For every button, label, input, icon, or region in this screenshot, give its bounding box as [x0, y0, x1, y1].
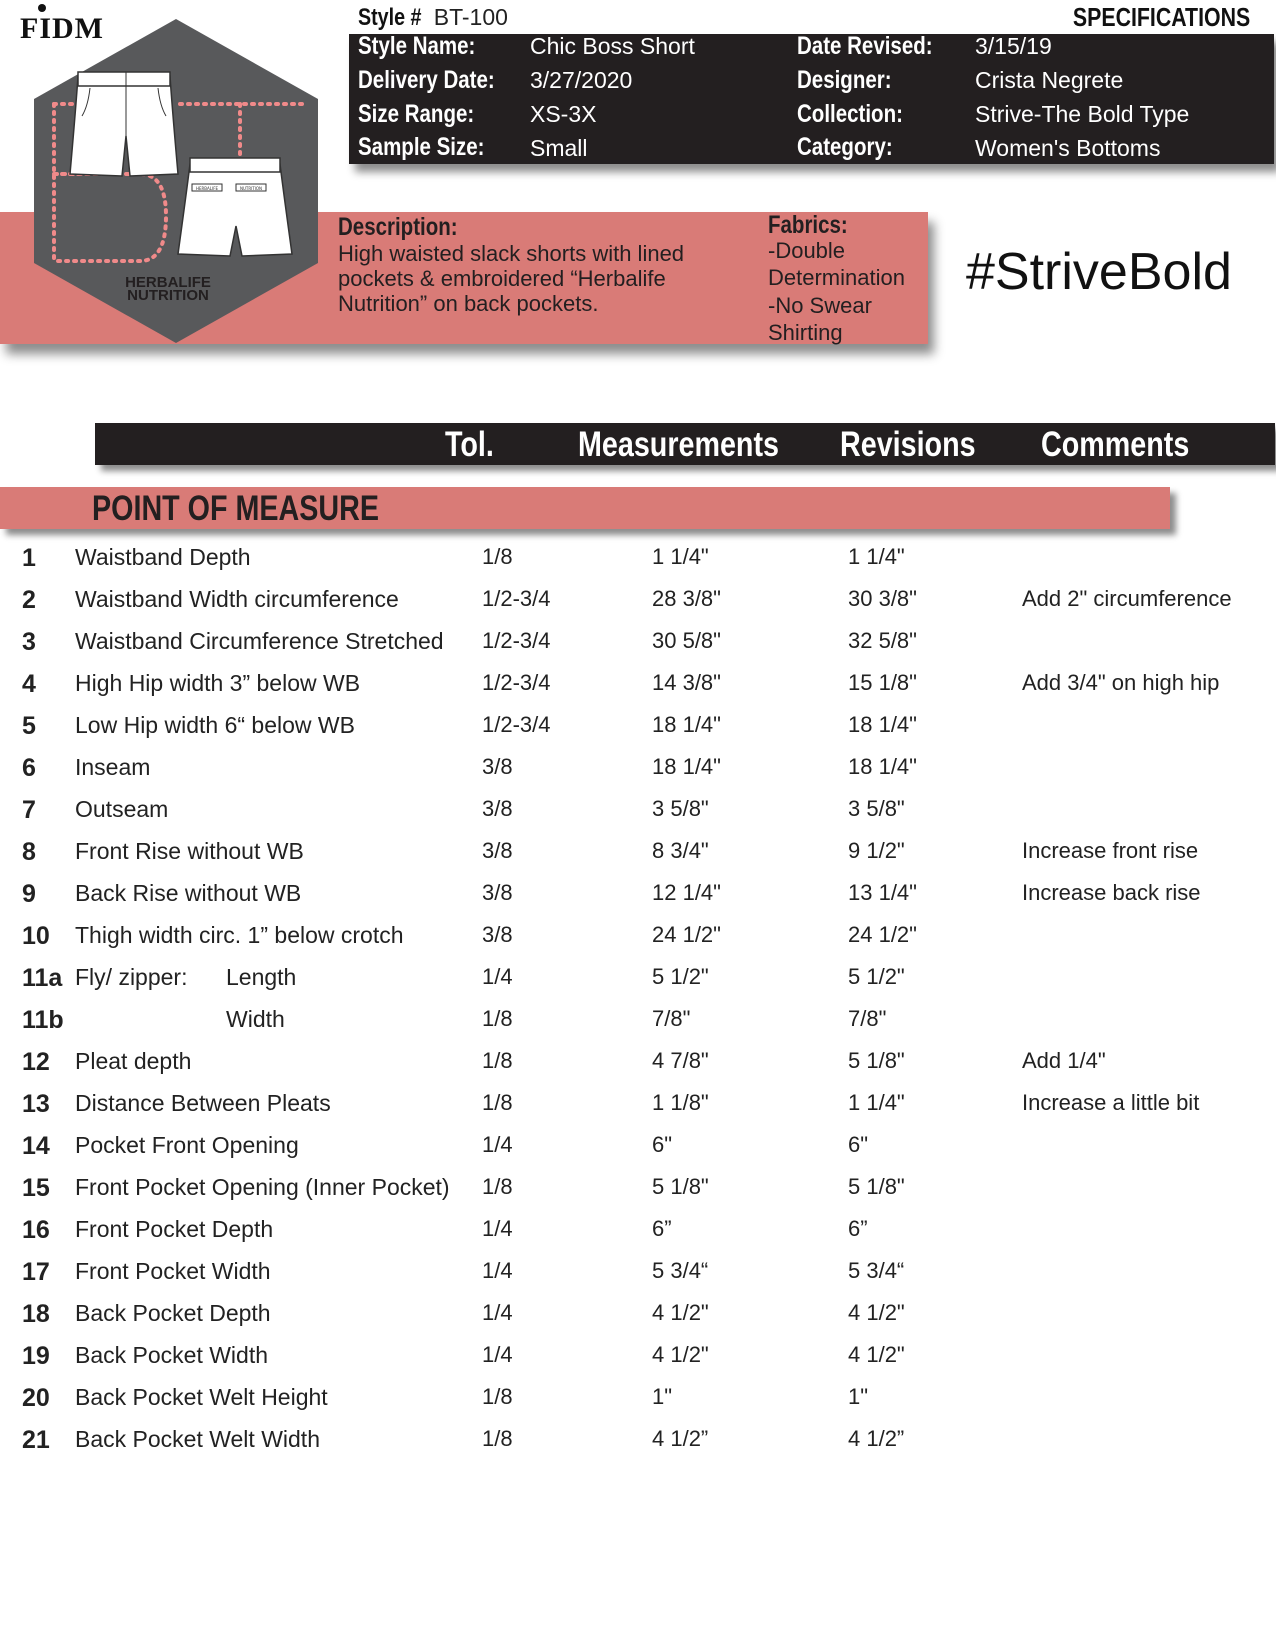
row-revision: 1 1/4" [848, 544, 905, 569]
row-name: Back Pocket Width [75, 1342, 269, 1368]
row-name: Front Pocket Depth [75, 1216, 274, 1242]
style-name-label: Style Name: [358, 32, 476, 60]
table-row [0, 624, 1276, 666]
row-tolerance: 3/8 [482, 922, 513, 947]
row-revision: 4 1/2" [848, 1342, 905, 1367]
row-tolerance: 3/8 [482, 880, 513, 905]
collection-value: Strive-The Bold Type [975, 101, 1190, 127]
size-range-value: XS-3X [530, 101, 597, 127]
row-tolerance: 1/4 [482, 1216, 513, 1241]
table-row [0, 582, 1276, 624]
table-row [0, 1422, 1276, 1464]
row-measurement: 6" [652, 1132, 673, 1157]
size-range-label: Size Range: [358, 100, 475, 128]
description-text: High waisted slack shorts with lined pockets & embroidered “Herbalife Nutrition” on back pockets. [338, 241, 685, 316]
row-number: 14 [22, 1132, 50, 1160]
row-name: Thigh width circ. 1” below crotch [75, 922, 404, 948]
row-number: 20 [22, 1384, 50, 1412]
row-measurement: 14 3/8" [652, 670, 721, 695]
description-title: Description: [338, 213, 458, 241]
brand-line-2: NUTRITION [127, 287, 209, 304]
style-info-box [349, 34, 1274, 164]
row-name: Waistband Depth [75, 544, 251, 570]
row-name: Pocket Front Opening [75, 1132, 299, 1158]
table-row [0, 1380, 1276, 1422]
row-measurement: 5 1/8" [652, 1174, 709, 1199]
row-tolerance: 1/8 [482, 1174, 513, 1199]
style-number-label: Style # [358, 4, 422, 31]
style-number-line [358, 4, 508, 32]
style-number-value: BT-100 [433, 4, 508, 30]
row-number: 16 [22, 1216, 50, 1244]
row-number: 10 [22, 922, 50, 950]
table-row [0, 834, 1276, 876]
row-revision: 1 1/4" [848, 1090, 905, 1115]
row-measurement: 28 3/8" [652, 586, 721, 611]
row-tolerance: 1/8 [482, 1426, 513, 1451]
row-revision: 5 1/2" [848, 964, 905, 989]
row-measurement: 1" [652, 1384, 673, 1409]
row-tolerance: 3/8 [482, 796, 513, 821]
row-tolerance: 1/8 [482, 1048, 513, 1073]
row-number: 1 [22, 544, 36, 572]
designer-value: Crista Negrete [975, 67, 1124, 93]
row-revision: 4 1/2” [848, 1426, 905, 1451]
specifications-title: SPECIFICATIONS [1072, 2, 1250, 32]
style-name-value: Chic Boss Short [530, 33, 695, 59]
row-comment: Increase a little bit [1022, 1090, 1200, 1115]
row-tolerance: 1/2-3/4 [482, 586, 551, 611]
row-measurement: 1 1/8" [652, 1090, 709, 1115]
row-name: Pleat depth [75, 1048, 192, 1074]
table-row [0, 960, 1276, 1002]
row-name: Front Rise without WB [75, 838, 304, 864]
row-number: 21 [22, 1426, 50, 1454]
row-number: 4 [22, 670, 36, 698]
row-name: Back Pocket Welt Width [75, 1426, 320, 1452]
row-revision: 15 1/8" [848, 670, 917, 695]
row-name: Waistband Width circumference [75, 586, 399, 612]
category-label: Category: [797, 133, 893, 161]
row-name: Low Hip width 6“ below WB [75, 712, 355, 738]
table-row [0, 918, 1276, 960]
sample-size-label: Sample Size: [358, 133, 485, 161]
table-row [0, 1212, 1276, 1254]
row-tolerance: 1/2-3/4 [482, 670, 551, 695]
row-revision: 30 3/8" [848, 586, 917, 611]
row-tolerance: 1/4 [482, 1300, 513, 1325]
collection-label: Collection: [797, 100, 903, 128]
row-name: Front Pocket Opening (Inner Pocket) [75, 1174, 450, 1200]
row-comment: Add 1/4" [1022, 1048, 1106, 1073]
row-revision: 1" [848, 1384, 869, 1409]
fabric-line: Shirting [768, 320, 843, 345]
row-tolerance: 3/8 [482, 838, 513, 863]
col-header-comments: Comments [1041, 425, 1190, 464]
row-number: 8 [22, 838, 36, 866]
row-measurement: 4 1/2" [652, 1342, 709, 1367]
row-revision: 18 1/4" [848, 712, 917, 737]
table-row [0, 540, 1276, 582]
row-measurement: 18 1/4" [652, 754, 721, 779]
row-comment: Increase front rise [1022, 838, 1199, 863]
row-revision: 7/8" [848, 1006, 887, 1031]
row-measurement: 18 1/4" [652, 712, 721, 737]
designer-label: Designer: [797, 66, 892, 94]
row-name: High Hip width 3” below WB [75, 670, 361, 696]
table-row [0, 750, 1276, 792]
row-measurement: 24 1/2" [652, 922, 721, 947]
row-number: 7 [22, 796, 36, 824]
table-row [0, 1254, 1276, 1296]
row-name: Distance Between Pleats [75, 1090, 331, 1116]
point-of-measure-bar [0, 487, 1170, 529]
row-name: Back Pocket Welt Height [75, 1384, 328, 1410]
row-revision: 6" [848, 1132, 869, 1157]
row-revision: 32 5/8" [848, 628, 917, 653]
row-name: Back Rise without WB [75, 880, 302, 906]
table-header-bar [95, 423, 1275, 465]
table-row [0, 708, 1276, 750]
front-shorts-sketch [70, 72, 178, 176]
row-revision: 13 1/4" [848, 880, 917, 905]
row-measurement: 4 1/2” [652, 1426, 709, 1451]
row-name: Outseam [75, 796, 169, 822]
row-tolerance: 1/8 [482, 1384, 513, 1409]
back-pocket-label-left: HERBALIFE [195, 186, 219, 191]
row-measurement: 12 1/4" [652, 880, 721, 905]
fabric-line: -No Swear [768, 293, 872, 318]
table-row [0, 1338, 1276, 1380]
row-tolerance: 1/4 [482, 1342, 513, 1367]
row-tolerance: 1/4 [482, 1258, 513, 1283]
row-measurement: 30 5/8" [652, 628, 721, 653]
fabrics-title: Fabrics: [768, 211, 848, 239]
garment-sketch-hexagon [30, 16, 322, 346]
row-tolerance: 1/4 [482, 1132, 513, 1157]
row-measurement: 4 1/2" [652, 1300, 709, 1325]
row-tolerance: 1/8 [482, 544, 513, 569]
row-tolerance: 1/8 [482, 1006, 513, 1031]
row-revision: 4 1/2" [848, 1300, 905, 1325]
table-row [0, 876, 1276, 918]
row-number: 17 [22, 1258, 50, 1286]
fabric-line: Determination [768, 265, 905, 290]
row-measurement: 6” [652, 1216, 672, 1241]
delivery-date-value: 3/27/2020 [530, 67, 633, 93]
col-header-revisions: Revisions [840, 425, 976, 464]
row-comment: Increase back rise [1022, 880, 1201, 905]
row-number: 12 [22, 1048, 50, 1076]
row-revision: 18 1/4" [848, 754, 917, 779]
row-number: 6 [22, 754, 36, 782]
table-row [0, 1086, 1276, 1128]
row-number: 18 [22, 1300, 50, 1328]
table-row [0, 1296, 1276, 1338]
row-measurement: 5 3/4“ [652, 1258, 709, 1283]
row-tolerance: 1/8 [482, 1090, 513, 1115]
row-revision: 5 3/4“ [848, 1258, 905, 1283]
row-number: 2 [22, 586, 36, 614]
row-revision: 3 5/8" [848, 796, 905, 821]
row-revision: 5 1/8" [848, 1048, 905, 1073]
row-number: 19 [22, 1342, 50, 1370]
col-header-tol: Tol. [445, 425, 494, 464]
sample-size-value: Small [530, 135, 588, 161]
table-row [0, 666, 1276, 708]
table-row [0, 1128, 1276, 1170]
row-number: 3 [22, 628, 36, 656]
row-subname: Width [226, 1006, 285, 1032]
row-tolerance: 1/4 [482, 964, 513, 989]
row-tolerance: 1/2-3/4 [482, 628, 551, 653]
delivery-date-label: Delivery Date: [358, 66, 495, 94]
table-row [0, 792, 1276, 834]
row-measurement: 4 7/8" [652, 1048, 709, 1073]
row-number: 9 [22, 880, 36, 908]
row-number: 15 [22, 1174, 50, 1202]
row-number: 5 [22, 712, 36, 740]
table-row [0, 1044, 1276, 1086]
date-revised-label: Date Revised: [797, 32, 933, 60]
row-number: 11a [22, 964, 63, 992]
row-measurement: 8 3/4" [652, 838, 709, 863]
row-number: 11b [22, 1006, 64, 1034]
row-number: 13 [22, 1090, 50, 1118]
fabric-line: -Double [768, 238, 846, 263]
row-name: Fly/ zipper: [75, 964, 188, 990]
row-measurement: 5 1/2" [652, 964, 709, 989]
row-comment: Add 3/4" on high hip [1022, 670, 1220, 695]
row-tolerance: 1/2-3/4 [482, 712, 551, 737]
row-tolerance: 3/8 [482, 754, 513, 779]
row-name: Back Pocket Depth [75, 1300, 271, 1326]
table-row [0, 1002, 1276, 1044]
row-comment: Add 2" circumference [1022, 586, 1232, 611]
date-revised-value: 3/15/19 [975, 33, 1052, 59]
row-measurement: 7/8" [652, 1006, 691, 1031]
row-measurement: 3 5/8" [652, 796, 709, 821]
category-value: Women's Bottoms [975, 135, 1161, 161]
row-revision: 6” [848, 1216, 868, 1241]
row-name: Waistband Circumference Stretched [75, 628, 444, 654]
brand-line-1: HERBALIFE [125, 274, 211, 291]
back-pocket-label-right: NUTRITION [239, 186, 263, 191]
row-subname: Length [226, 964, 297, 990]
row-revision: 9 1/2" [848, 838, 905, 863]
row-name: Inseam [75, 754, 151, 780]
row-name: Front Pocket Width [75, 1258, 271, 1284]
col-header-measurements: Measurements [578, 425, 779, 464]
fidm-logo: FIDM [20, 12, 104, 46]
row-measurement: 1 1/4" [652, 544, 709, 569]
point-of-measure-title: POINT OF MEASURE [92, 489, 380, 528]
row-revision: 24 1/2" [848, 922, 917, 947]
hashtag: #StriveBold [966, 243, 1232, 301]
row-revision: 5 1/8" [848, 1174, 905, 1199]
table-row [0, 1170, 1276, 1212]
